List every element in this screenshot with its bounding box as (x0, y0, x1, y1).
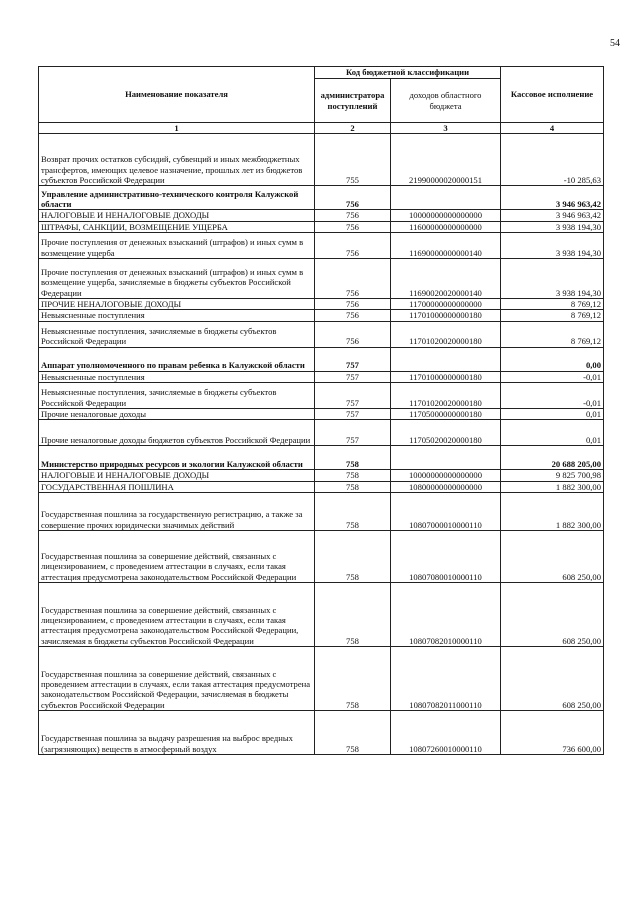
header-code-group: Код бюджетной классификации (315, 67, 501, 79)
row-name: НАЛОГОВЫЕ И НЕНАЛОГОВЫЕ ДОХОДЫ (39, 470, 315, 481)
row-admin-code: 756 (315, 310, 391, 321)
row-income-code (391, 186, 501, 210)
row-name: ГОСУДАРСТВЕННАЯ ПОШЛИНА (39, 481, 315, 492)
row-value: 736 600,00 (501, 710, 604, 754)
table-row (39, 446, 604, 470)
row-name: Возврат прочих остатков субсидий, субвенций и иных межбюджетных трансфертов, имеющих целевое назначение, прошлых лет из бюджетов субъектов Российской Федерации (39, 134, 315, 186)
row-value: 3 946 963,42 (501, 186, 604, 210)
row-value: 3 938 194,30 (501, 232, 604, 258)
table-row (39, 582, 604, 646)
row-income-code (391, 347, 501, 371)
row-name: Невыясненные поступления, зачисляемые в бюджеты субъектов Российской Федерации (39, 382, 315, 408)
table-row (39, 530, 604, 582)
row-income-code: 21990000020000151 (391, 134, 501, 186)
table-row (39, 492, 604, 530)
row-name: Государственная пошлина за совершение действий, связанных с лицензированием, с проведением аттестации в случаях, если такая аттестация предусмотрена законодательством Российской Федерации, зачисляемая в бюджеты субъектов Российской Федерации (39, 582, 315, 646)
row-income-code: 10807082011000110 (391, 646, 501, 710)
row-value: 8 769,12 (501, 321, 604, 347)
row-value: 608 250,00 (501, 530, 604, 582)
row-admin-code: 758 (315, 481, 391, 492)
table-row (39, 186, 604, 210)
row-name: Управление административно-технического контроля Калужской области (39, 186, 315, 210)
row-name: ПРОЧИЕ НЕНАЛОГОВЫЕ ДОХОДЫ (39, 298, 315, 309)
row-name: Прочие неналоговые доходы бюджетов субъектов Российской Федерации (39, 420, 315, 446)
row-income-code: 10807082010000110 (391, 582, 501, 646)
row-name: Невыясненные поступления (39, 310, 315, 321)
row-admin-code: 758 (315, 492, 391, 530)
row-value: 1 882 300,00 (501, 492, 604, 530)
row-income-code: 10807260010000110 (391, 710, 501, 754)
row-income-code: 10000000000000000 (391, 470, 501, 481)
row-admin-code: 757 (315, 371, 391, 382)
row-name: Невыясненные поступления, зачисляемые в бюджеты субъектов Российской Федерации (39, 321, 315, 347)
row-value: 20 688 205,00 (501, 446, 604, 470)
row-name: Министерство природных ресурсов и экологии Калужской области (39, 446, 315, 470)
row-value: 0,01 (501, 420, 604, 446)
row-admin-code: 758 (315, 582, 391, 646)
header-num-2: 2 (315, 123, 391, 134)
row-name: ШТРАФЫ, САНКЦИИ, ВОЗМЕЩЕНИЕ УЩЕРБА (39, 221, 315, 232)
row-income-code: 10807080010000110 (391, 530, 501, 582)
row-name: Государственная пошлина за государственную регистрацию, а также за совершение прочих юридически значимых действий (39, 492, 315, 530)
row-admin-code: 756 (315, 258, 391, 298)
row-name: Государственная пошлина за выдачу разрешения на выброс вредных (загрязняющих) веществ в атмосферный воздух (39, 710, 315, 754)
row-admin-code: 757 (315, 382, 391, 408)
row-income-code: 11600000000000000 (391, 221, 501, 232)
row-value: 3 946 963,42 (501, 210, 604, 221)
table-row (39, 481, 604, 492)
row-name: Аппарат уполномоченного по правам ребенка в Калужской области (39, 347, 315, 371)
row-income-code: 11701000000000180 (391, 371, 501, 382)
row-value: 3 938 194,30 (501, 221, 604, 232)
row-admin-code: 756 (315, 210, 391, 221)
header-num-1: 1 (39, 123, 315, 134)
table-row (39, 134, 604, 186)
table-row (39, 298, 604, 309)
row-admin-code: 756 (315, 298, 391, 309)
table-row (39, 347, 604, 371)
row-name: Прочие неналоговые доходы (39, 408, 315, 419)
row-admin-code: 756 (315, 321, 391, 347)
row-value: 8 769,12 (501, 310, 604, 321)
row-income-code: 11705000000000180 (391, 408, 501, 419)
table-row (39, 221, 604, 232)
row-income-code: 10800000000000000 (391, 481, 501, 492)
row-name: Невыясненные поступления (39, 371, 315, 382)
row-income-code: 11701020020000180 (391, 382, 501, 408)
row-value: 1 882 300,00 (501, 481, 604, 492)
row-value: -0,01 (501, 371, 604, 382)
row-income-code: 11701000000000180 (391, 310, 501, 321)
row-admin-code: 758 (315, 470, 391, 481)
row-admin-code: 756 (315, 221, 391, 232)
row-value: 0,01 (501, 408, 604, 419)
header-num-4: 4 (501, 123, 604, 134)
table-row (39, 310, 604, 321)
row-admin-code: 758 (315, 646, 391, 710)
row-admin-code: 756 (315, 186, 391, 210)
header-admin: администратора поступлений (315, 79, 391, 123)
row-admin-code: 758 (315, 446, 391, 470)
row-admin-code: 757 (315, 408, 391, 419)
table-row (39, 408, 604, 419)
table-row (39, 646, 604, 710)
row-admin-code: 755 (315, 134, 391, 186)
table-row (39, 710, 604, 754)
row-value: 9 825 700,98 (501, 470, 604, 481)
header-income: доходов областного бюджета (391, 79, 501, 123)
row-income-code: 11690020020000140 (391, 258, 501, 298)
table-row (39, 470, 604, 481)
row-name: Государственная пошлина за совершение действий, связанных с проведением аттестации в случаях, если такая аттестация предусмотрена законодательством Российской Федерации, зачисляемая в бюджеты субъектов Российской Федерации (39, 646, 315, 710)
row-value: 608 250,00 (501, 582, 604, 646)
row-name: Прочие поступления от денежных взысканий (штрафов) и иных сумм в возмещение ущерба, зачисляемые в бюджеты субъектов Российской Федерации (39, 258, 315, 298)
row-income-code: 11700000000000000 (391, 298, 501, 309)
header-name: Наименование показателя (39, 67, 315, 123)
table-row (39, 371, 604, 382)
row-income-code: 11690000000000140 (391, 232, 501, 258)
table-row (39, 258, 604, 298)
row-income-code: 10807000010000110 (391, 492, 501, 530)
budget-table (38, 66, 604, 755)
table-row (39, 210, 604, 221)
row-value: -10 285,63 (501, 134, 604, 186)
row-income-code: 11701020020000180 (391, 321, 501, 347)
row-name: НАЛОГОВЫЕ И НЕНАЛОГОВЫЕ ДОХОДЫ (39, 210, 315, 221)
row-value: 8 769,12 (501, 298, 604, 309)
page-number: 54 (610, 38, 620, 49)
row-value: 0,00 (501, 347, 604, 371)
table-row (39, 420, 604, 446)
row-income-code: 10000000000000000 (391, 210, 501, 221)
table-row (39, 321, 604, 347)
header-num-3: 3 (391, 123, 501, 134)
row-income-code: 11705020020000180 (391, 420, 501, 446)
row-income-code (391, 446, 501, 470)
row-value: 608 250,00 (501, 646, 604, 710)
row-admin-code: 758 (315, 710, 391, 754)
row-name: Прочие поступления от денежных взысканий (штрафов) и иных сумм в возмещение ущерба (39, 232, 315, 258)
row-admin-code: 757 (315, 420, 391, 446)
row-value: -0,01 (501, 382, 604, 408)
row-admin-code: 756 (315, 232, 391, 258)
row-value: 3 938 194,30 (501, 258, 604, 298)
row-name: Государственная пошлина за совершение действий, связанных с лицензированием, с проведением аттестации в случаях, если такая аттестация предусмотрена законодательством Российской Федерации (39, 530, 315, 582)
row-admin-code: 758 (315, 530, 391, 582)
header-exec: Кассовое исполнение (501, 67, 604, 123)
table-row (39, 382, 604, 408)
row-admin-code: 757 (315, 347, 391, 371)
table-row (39, 232, 604, 258)
